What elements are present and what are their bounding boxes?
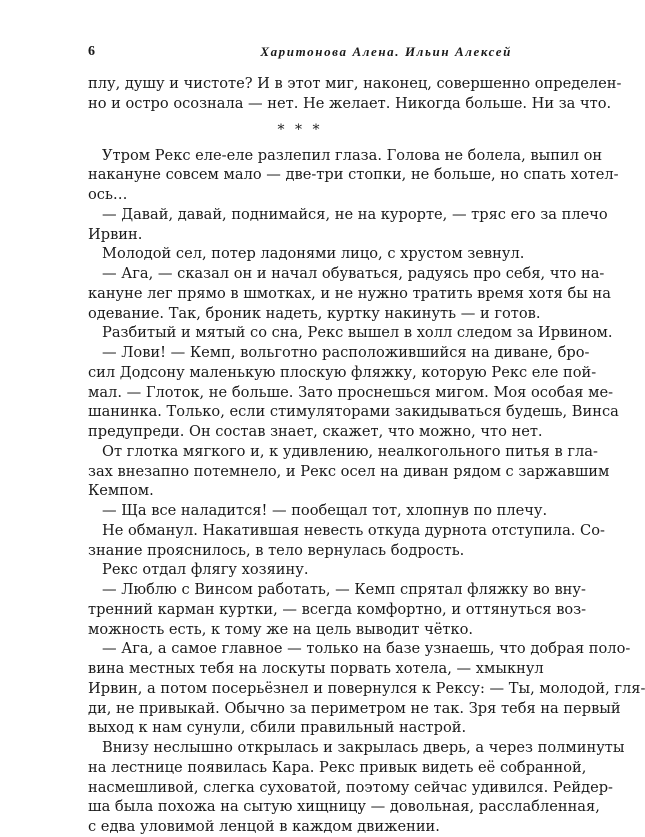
text-line: Ирвин. xyxy=(88,225,143,243)
text-line: выход к нам сунули, сбили правильный настрой. xyxy=(88,719,467,737)
text-line: мал. — Глоток, не больше. Зато проснешься мигом. Моя особая ме- xyxy=(88,383,614,401)
text-line: Рекс отдал флягу хозяину. xyxy=(102,561,309,579)
text-line: — Ща все наладится! — пообещал тот, хлопнув по плечу. xyxy=(102,502,548,519)
text-line: — Давай, давай, поднимайся, не на курорте, — тряс его за плечо xyxy=(102,205,608,223)
text-line: ша была похожа на сытую хищницу — довольная, расслабленная, xyxy=(88,798,600,816)
section-separator: * * * xyxy=(277,121,323,138)
page-header xyxy=(88,44,512,68)
text-line: насмешливой, слегка суховатой, поэтому сейчас удивился. Рейдер- xyxy=(88,778,613,796)
text-line: тренний карман куртки, — всегда комфортно, и оттянуться воз- xyxy=(88,600,587,618)
body-text xyxy=(88,74,645,837)
text-line: Ирвин, а потом посерьёзнел и повернулся к Рексу: — Ты, молодой, гля- xyxy=(88,679,645,697)
text-line: накануне совсем мало — две-три стопки, не больше, но спать хотел- xyxy=(88,166,619,184)
text-line: можность есть, к тому же на цель выводит чётко. xyxy=(88,620,474,638)
text-line: с едва уловимой ленцой в каждом движении. xyxy=(88,818,440,835)
text-line: Разбитый и мятый со сна, Рекс вышел в холл следом за Ирвином. xyxy=(102,324,613,342)
page-number: 6 xyxy=(88,44,96,59)
text-line: Внизу неслышно открылась и закрылась дверь, а через полминуты xyxy=(102,739,625,756)
text-line: на лестнице появилась Кара. Рекс привык видеть её собранной, xyxy=(88,758,587,776)
text-line: предупреди. Он состав знает, скажет, что можно, что нет. xyxy=(88,423,543,440)
text-line: ди, не привыкай. Обычно за периметром не так. Зря тебя на первый xyxy=(88,699,621,717)
text-line: — Лови! — Кемп, вольготно расположившийся на диване, бро- xyxy=(102,344,590,361)
text-line: одевание. Так, броник надеть, куртку накинуть — и готов. xyxy=(88,304,541,322)
text-line: Молодой сел, потер ладонями лицо, с хрустом зевнул. xyxy=(102,245,525,263)
running-title: Харитонова Алена. Ильин Алексей xyxy=(260,44,512,59)
text-line: ось… xyxy=(88,186,128,203)
text-line: сил Додсону маленькую плоскую фляжку, которую Рекс еле пой- xyxy=(88,363,597,381)
text-line: шанинка. Только, если стимуляторами закидываться будешь, Винса xyxy=(88,403,619,421)
text-line: — Люблю с Винсом работать, — Кемп спрятал фляжку во вну- xyxy=(102,581,586,598)
text-line: вина местных тебя на лоскуты порвать хотела, — хмыкнул xyxy=(88,660,544,677)
text-line: знание прояснилось, в тело вернулась бодрость. xyxy=(88,541,465,559)
text-line: плу, душу и чистоте? И в этот миг, наконец, совершенно определен- xyxy=(88,75,622,92)
text-line: Кемпом. xyxy=(88,482,154,500)
text-line: кануне лег прямо в шмотках, и не нужно тратить время хотя бы на xyxy=(88,284,611,302)
text-line: зах внезапно потемнело, и Рекс осел на диван рядом с заржавшим xyxy=(88,462,610,480)
text-line: — Ага, — сказал он и начал обуваться, радуясь про себя, что на- xyxy=(102,265,605,282)
text-line: — Ага, а самое главное — только на базе узнаешь, что добрая поло- xyxy=(102,640,631,658)
text-line: Утром Рекс еле-еле разлепил глаза. Голова не болела, выпил он xyxy=(102,146,603,164)
text-line: От глотка мягкого и, к удивлению, неалкогольного питья в гла- xyxy=(102,442,598,460)
text-line: Не обманул. Накатившая невесть откуда дурнота отступила. Со- xyxy=(102,521,605,539)
text-line: но и остро осознала — нет. Не желает. Никогда больше. Ни за что. xyxy=(88,94,612,112)
